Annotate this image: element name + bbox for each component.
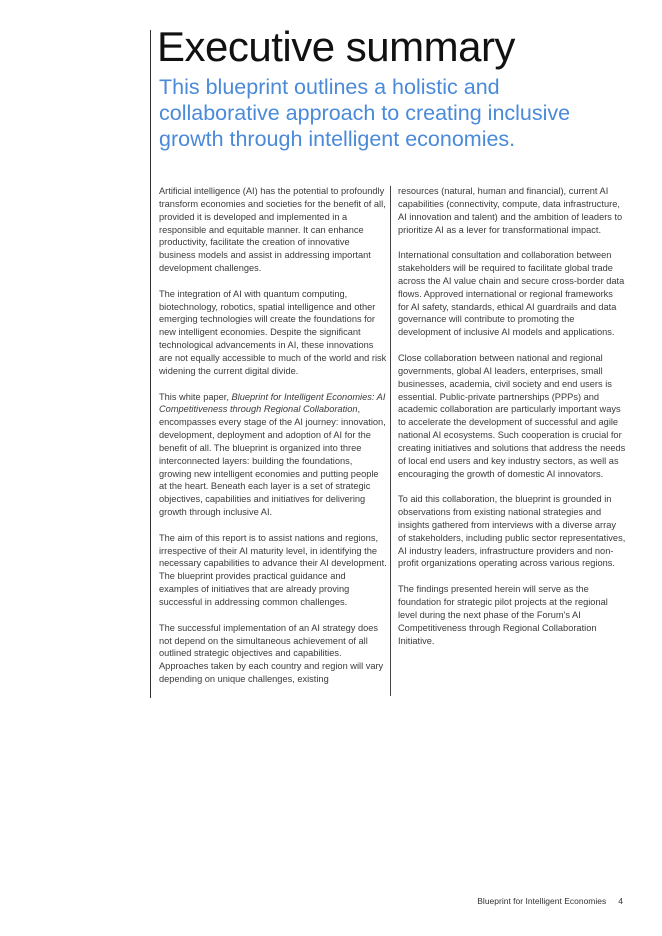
left-paragraph-3 [159,391,387,519]
left-paragraph-2: The integration of AI with quantum computing, biotechnology, robotics, spatial intelligence and other emerging technologies will create the foundations for new intelligent economies. Despite the significant technological advancements in AI, these innovations are not equally accessible to much of the world and risk widening the current digital divide. [159,288,387,376]
left-paragraph-5: The successful implementation of an AI strategy does not depend on the simultaneous achievement of all outlined strategic objectives and capabilities. Approaches taken by each country and region will vary depending on unique challenges, existing [159,622,384,685]
right-paragraph-1: resources (natural, human and financial), current AI capabilities (connectivity, compute, data infrastructure, AI innovation and talent) and the ambition of leaders to prioritize AI as a lever for transformational impact. [398,186,623,235]
right-paragraph-5: The findings presented herein will serve as the foundation for strategic pilot projects at the regional level during the next phase of the Forum's AI Competitiveness through Regional Collaboration Initiative. [398,584,608,646]
left-paragraph-1: Artificial intelligence (AI) has the potential to profoundly transform economies and societies for the benefit of all, provided it is developed and implemented in a responsible and equitable manner. It can enhance productivity, facilitate the creation of innovative business models and assist in addressing important development challenges. [159,186,386,274]
white-paper-description: , encompasses every stage of the AI journey: innovation, development, deployment and adoption of AI for the benefit of all. The blueprint is organized into three interconnected layers: building the foundations, growing new intelligent economies and putting people at the heart. Beneath each layer is a set of strategic objectives, capabilities and initiatives for delivering growth through inclusive AI. [159,404,386,518]
right-paragraph-2: International consultation and collaboration between stakeholders will be required to facilitate global trade across the AI value chain and secure cross-border data flows. Approved international or regional frameworks for AI safety, standards, ethical AI guardrails and data governance will contribute to promoting the development of inclusive AI models and applications. [398,250,625,338]
left-paragraph-4: The aim of this report is to assist nations and regions, irrespective of their AI maturity level, in identifying the necessary capabilities to advance their AI development. The blueprint provides practical guidance and examples of initiatives that are already proving successful in addressing common challenges. [159,532,387,607]
lede-text: This blueprint outlines a holistic and collaborative approach to creating inclusive growth through intelligent economies. [159,75,571,151]
right-column [398,185,626,660]
page-number: 4 [618,896,623,906]
page-footer [477,896,623,906]
column-divider [390,186,391,696]
right-paragraph-3: Close collaboration between national and regional governments, global AI leaders, enterprises, small businesses, academia, civil society and end users is essential. Public-private partnerships (PPPs) and academic collaboration are particularly important ways to accelerate the development of successful and agile national AI ecosystems. Such cooperation is crucial for creating initiatives and solutions that address the needs of local end users and key industry sectors, as well as encouraging the growth of domestic AI innovators. [398,352,626,479]
left-column [159,185,387,699]
page-title: Executive summary [157,23,515,70]
right-paragraph-4: To aid this collaboration, the blueprint is grounded in observations from existing national strategies and insights gathered from interviews with a diverse array of stakeholders, including public sector representatives, AI industry leaders, infrastructure providers and non-profit organizations operating across various regions. [398,494,626,569]
white-paper-title: Blueprint for Intelligent Economies: AI Competitiveness through Regional Collaboration [159,391,386,415]
title-vertical-rule [150,30,151,698]
footer-doc-title: Blueprint for Intelligent Economies [477,896,607,906]
white-paper-intro: This white paper, [159,391,232,402]
